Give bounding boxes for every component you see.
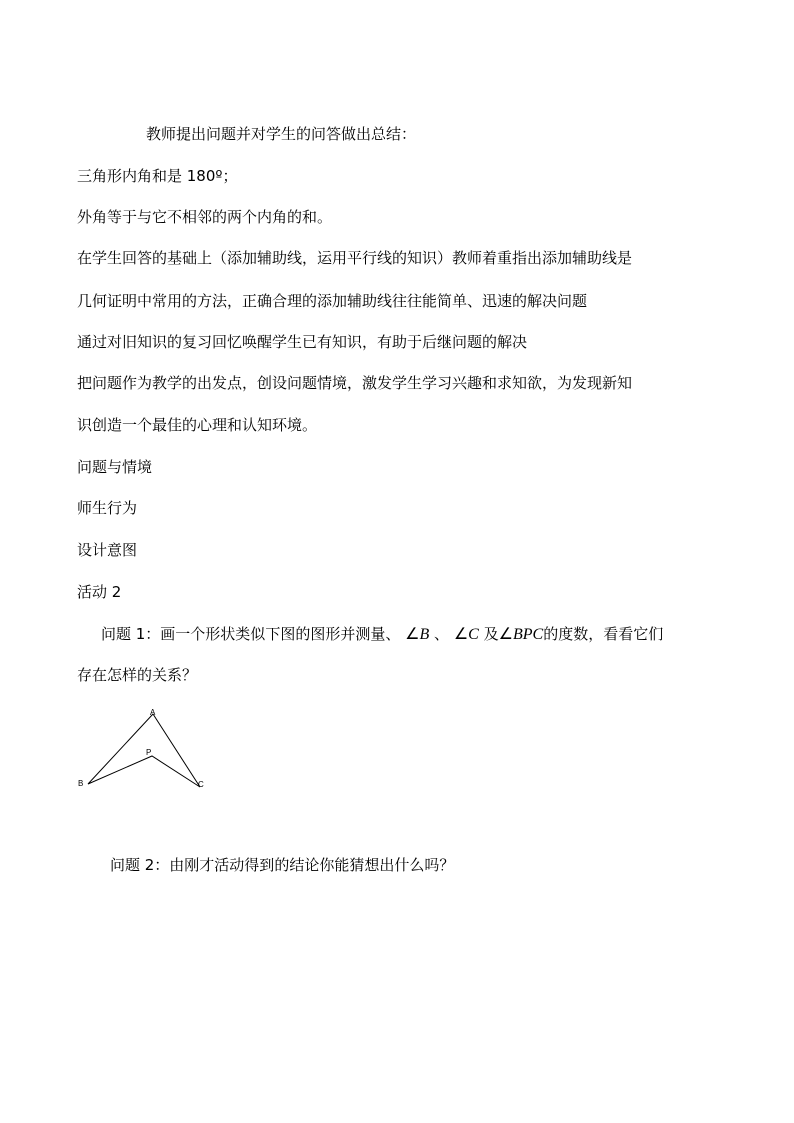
label-b: B: [78, 779, 84, 788]
aux-line-paragraph-1: 在学生回答的基础上（添加辅助线，运用平行线的知识）教师着重指出添加辅助线是: [77, 249, 633, 267]
heading-teacher-student: 师生行为: [77, 499, 138, 517]
angle-b: ∠B: [405, 626, 430, 643]
summary-intro: 教师提出问题并对学生的问答做出总结：: [146, 125, 417, 143]
aux-line-paragraph-2: 几何证明中常用的方法，正确合理的添加辅助线往往能简单、迅速的解决问题: [77, 292, 588, 310]
heading-problem-situation: 问题与情境: [77, 458, 153, 476]
start-paragraph-1: 把问题作为教学的出发点，创设问题情境，激发学生学习兴趣和求知欲，为发现新知: [77, 374, 633, 392]
exterior-angle-line: 外角等于与它不相邻的两个内角的和。: [77, 208, 333, 226]
question-1-line-2: 存在怎样的关系？: [77, 666, 198, 684]
start-paragraph-2: 识创造一个最佳的心理和认知环境。: [77, 416, 318, 434]
angle-bpc: ∠BPC: [498, 626, 544, 643]
question-2: 问题 2：由刚才活动得到的结论你能猜想出什么吗？: [110, 856, 455, 874]
review-paragraph: 通过对旧知识的复习回忆唤醒学生已有知识，有助于后继问题的解决: [77, 333, 528, 351]
label-a: A: [150, 708, 156, 717]
question-1-prefix: 问题 1：画一个形状类似下图的图形并测量、: [101, 625, 401, 643]
label-c: C: [198, 780, 204, 789]
label-p: P: [146, 748, 152, 757]
question-1-suffix: 的度数，看看它们: [543, 625, 664, 643]
separator-2: 及: [483, 625, 499, 643]
heading-design-intent: 设计意图: [77, 541, 138, 559]
activity-label: 活动 2: [77, 583, 122, 601]
concave-quadrilateral-figure: [70, 700, 220, 800]
angle-sum-line: 三角形内角和是 180º；: [77, 167, 238, 185]
angle-c: ∠C: [453, 626, 479, 643]
question-1: [101, 624, 663, 645]
separator-1: 、: [434, 625, 450, 643]
figure-outline: [88, 714, 200, 787]
